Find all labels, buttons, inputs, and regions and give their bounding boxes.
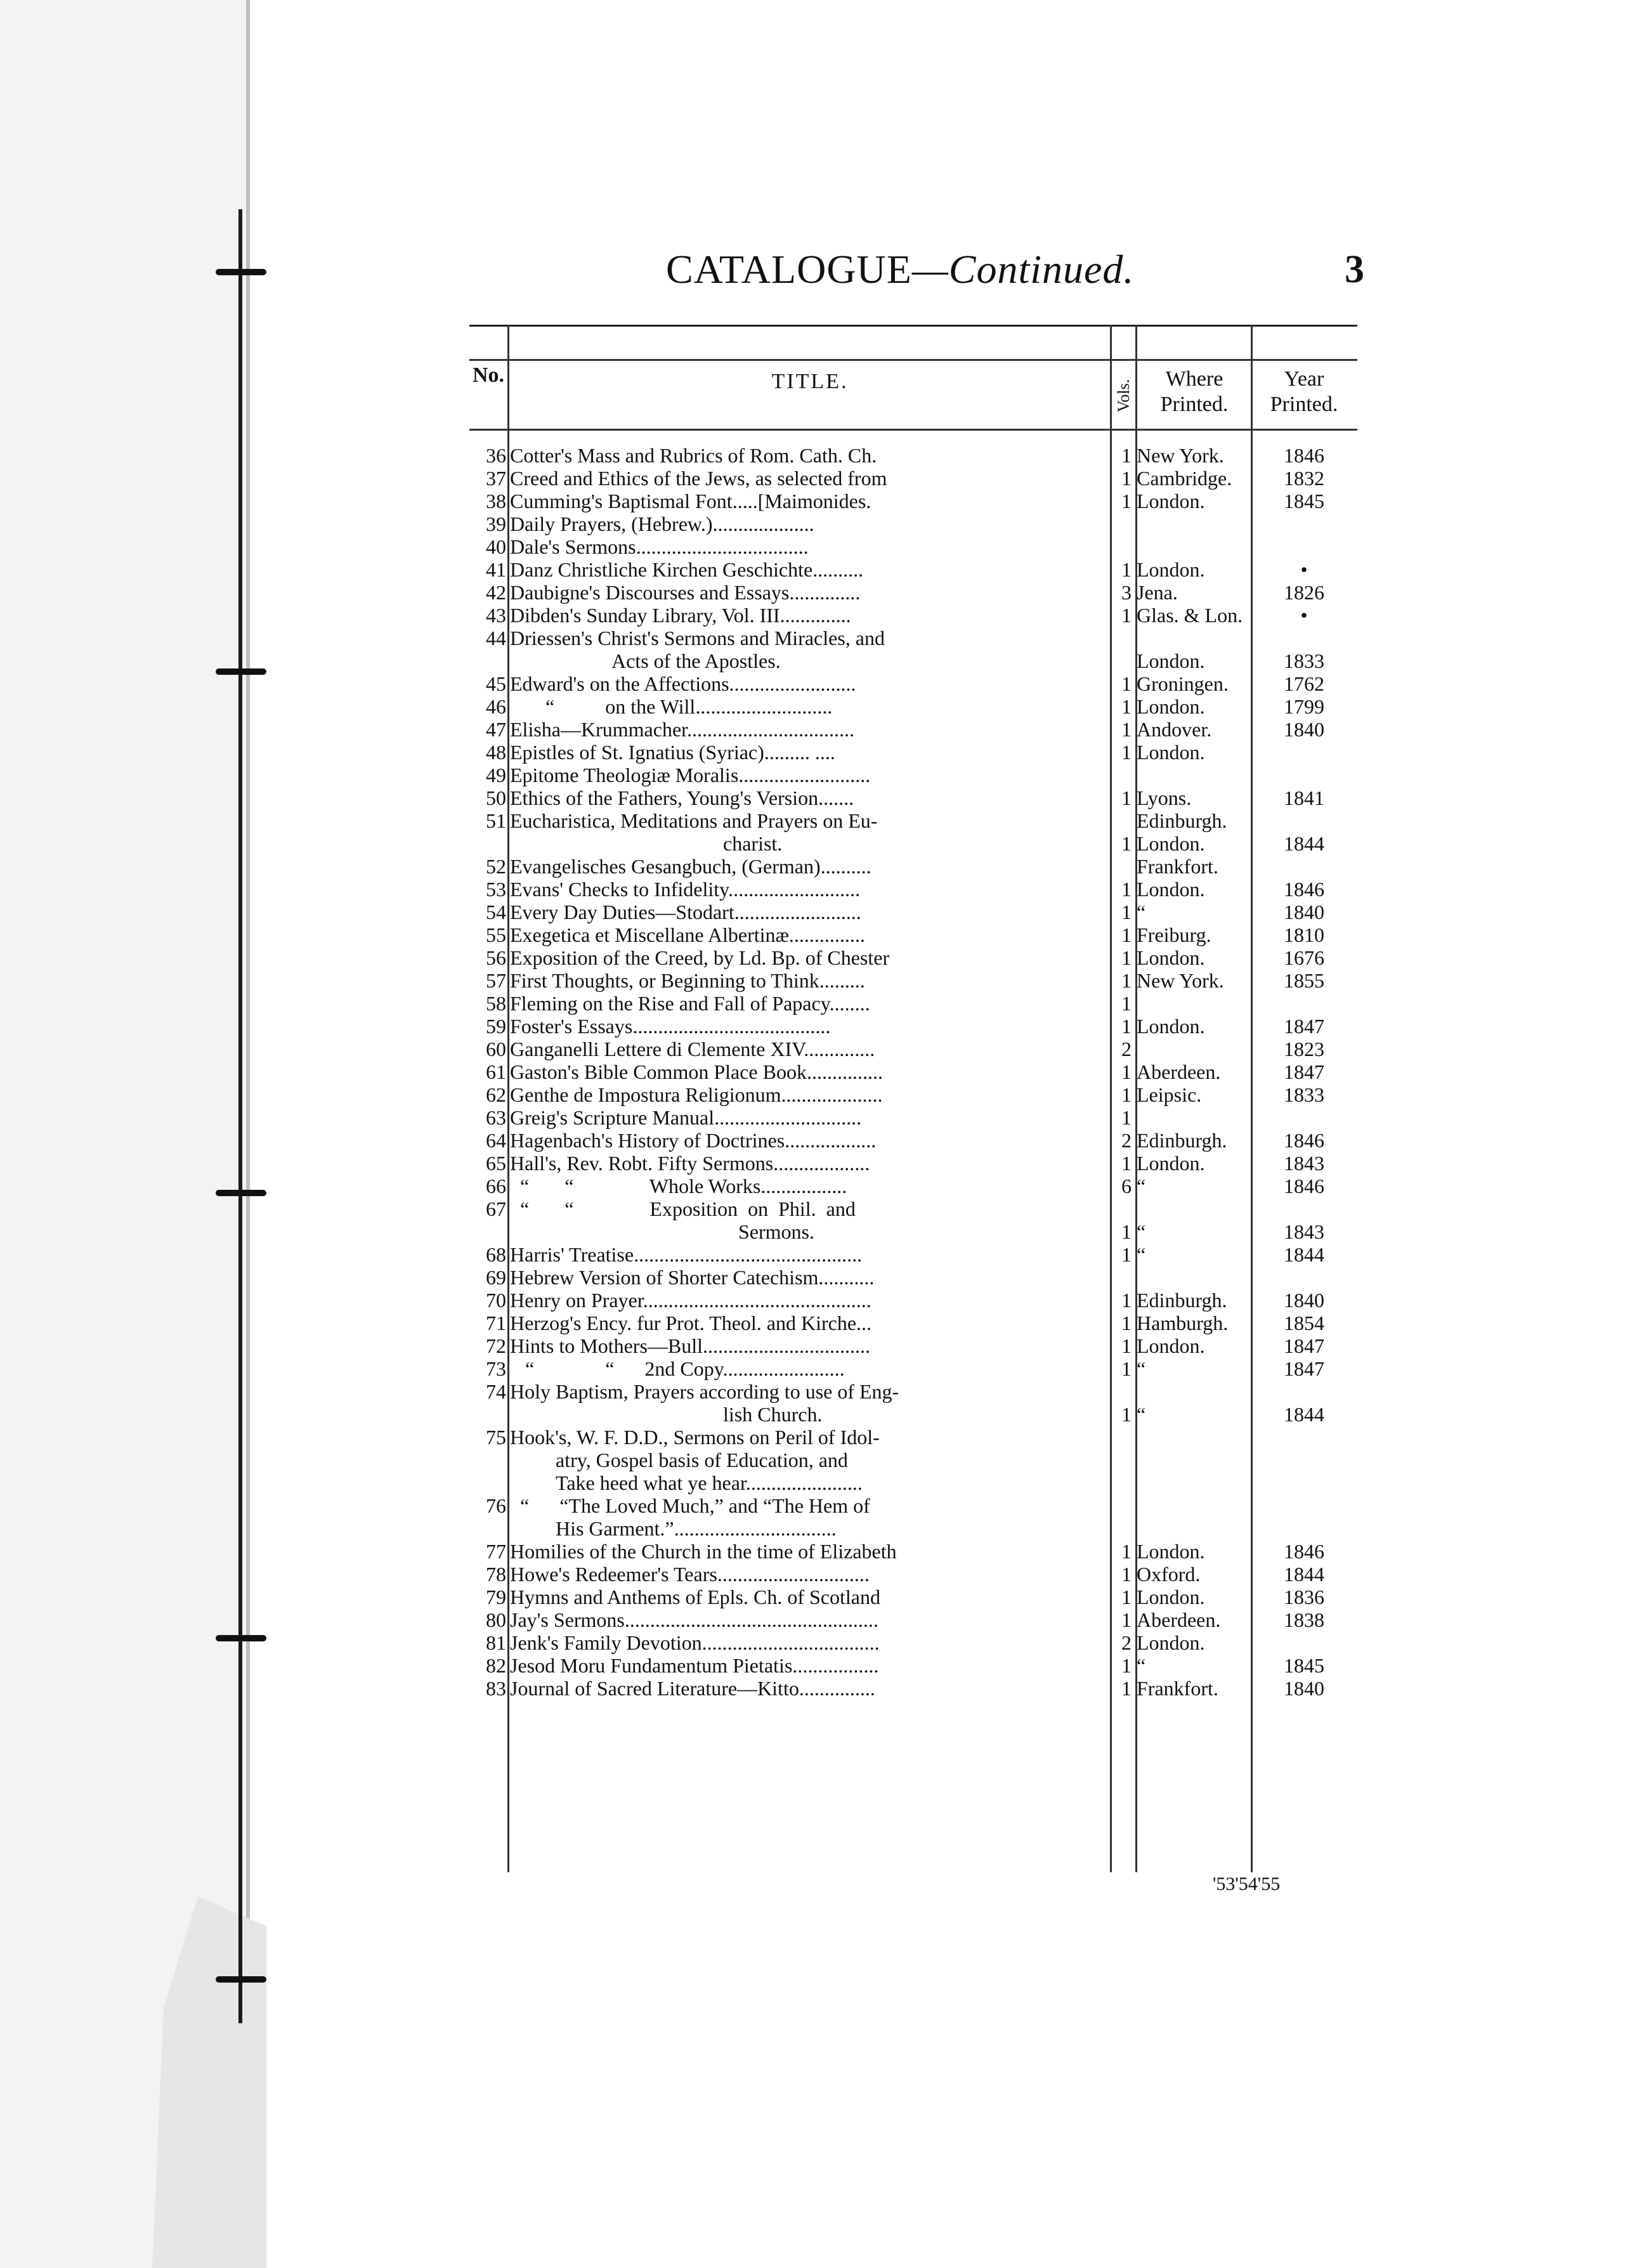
entry-year: 1833 bbox=[1284, 649, 1324, 672]
entry-title: Jenk's Family Devotion................................... bbox=[510, 1631, 880, 1654]
entry-number: 75 bbox=[486, 1426, 506, 1449]
table-row bbox=[469, 901, 1357, 923]
entry-vols: 1 bbox=[1121, 1312, 1132, 1334]
entry-vols: 6 bbox=[1121, 1175, 1132, 1197]
binding-stitch bbox=[216, 668, 266, 675]
entry-number: 47 bbox=[486, 718, 506, 741]
entry-title: Ethics of the Fathers, Young's Version....... bbox=[510, 786, 854, 809]
entry-place: London. bbox=[1137, 558, 1205, 581]
table-row bbox=[469, 764, 1357, 786]
entry-year: 1845 bbox=[1284, 1654, 1324, 1677]
entry-year: 1844 bbox=[1284, 1403, 1324, 1426]
entry-title: Genthe de Impostura Religionum.................... bbox=[510, 1083, 883, 1106]
entry-vols: 1 bbox=[1121, 992, 1132, 1015]
table-row bbox=[469, 672, 1357, 695]
entry-title: Epitome Theologiæ Moralis.......................... bbox=[510, 764, 871, 786]
table-row bbox=[469, 969, 1357, 992]
entry-vols: 1 bbox=[1121, 1220, 1132, 1243]
entry-vols: 1 bbox=[1121, 558, 1132, 581]
entry-number: 77 bbox=[486, 1540, 506, 1563]
entry-place: Leipsic. bbox=[1137, 1083, 1202, 1106]
table-row bbox=[469, 1494, 1357, 1540]
entry-vols: 1 bbox=[1121, 1334, 1132, 1357]
table-row bbox=[469, 604, 1357, 627]
entry-year: 1846 bbox=[1284, 1540, 1324, 1563]
table-row bbox=[469, 718, 1357, 741]
entry-year: 1844 bbox=[1284, 1563, 1324, 1586]
entry-vols: 2 bbox=[1121, 1038, 1132, 1060]
table-row bbox=[469, 467, 1357, 490]
entry-number: 59 bbox=[486, 1015, 506, 1038]
entry-place: New York. bbox=[1137, 969, 1224, 992]
entry-number: 36 bbox=[486, 444, 506, 467]
entry-title: Creed and Ethics of the Jews, as selected from bbox=[510, 467, 887, 490]
entry-place: Edinburgh. London. bbox=[1137, 809, 1227, 855]
entry-vols: 1 bbox=[1121, 718, 1132, 741]
entry-number: 58 bbox=[486, 992, 506, 1015]
entry-year: 1833 bbox=[1284, 1083, 1324, 1106]
entry-year: 1847 bbox=[1284, 1357, 1324, 1380]
table-row bbox=[469, 490, 1357, 512]
entry-number: 61 bbox=[486, 1060, 506, 1083]
entry-vols: 1 bbox=[1121, 672, 1132, 695]
entry-title: “ on the Will........................... bbox=[510, 695, 833, 718]
entry-year: 1846 bbox=[1284, 444, 1324, 467]
entry-vols: 1 bbox=[1121, 832, 1132, 855]
entry-vols: 1 bbox=[1121, 1083, 1132, 1106]
entry-year: • bbox=[1300, 558, 1308, 581]
entry-number: 56 bbox=[486, 946, 506, 969]
entry-title: “ “ 2nd Copy........................ bbox=[510, 1357, 845, 1380]
entry-vols: 1 bbox=[1121, 878, 1132, 901]
entry-number: 53 bbox=[486, 878, 506, 901]
entry-vols: 1 bbox=[1121, 1106, 1132, 1129]
entry-number: 41 bbox=[486, 558, 506, 581]
entry-vols: 1 bbox=[1121, 1403, 1132, 1426]
entry-title: Herzog's Ency. fur Prot. Theol. and Kirche... bbox=[510, 1312, 872, 1334]
entry-vols: 1 bbox=[1121, 1015, 1132, 1038]
entry-year: 1836 bbox=[1284, 1586, 1324, 1608]
entry-vols: 1 bbox=[1121, 467, 1132, 490]
table-row bbox=[469, 627, 1357, 672]
entry-number: 66 bbox=[486, 1175, 506, 1197]
entry-place: “ bbox=[1137, 1243, 1146, 1266]
entry-number: 68 bbox=[486, 1243, 506, 1266]
entry-vols: 1 bbox=[1121, 1586, 1132, 1608]
entry-number: 82 bbox=[486, 1654, 506, 1677]
entry-title: Foster's Essays....................................... bbox=[510, 1015, 831, 1038]
entry-number: 65 bbox=[486, 1152, 506, 1175]
column-header-where: Where Printed. bbox=[1160, 367, 1229, 416]
entry-number: 63 bbox=[486, 1106, 506, 1129]
table-row bbox=[469, 741, 1357, 764]
column-header-no: No. bbox=[472, 363, 505, 387]
table-row bbox=[469, 1426, 1357, 1494]
table-row bbox=[469, 535, 1357, 558]
entry-title: Cotter's Mass and Rubrics of Rom. Cath. Ch. bbox=[510, 444, 877, 467]
entry-place: Oxford. bbox=[1137, 1563, 1201, 1586]
entry-vols: 1 bbox=[1121, 1060, 1132, 1083]
entry-place: London. bbox=[1137, 1631, 1205, 1654]
entry-title: “ “The Loved Much,” and “The Hem of His Garment.”................................ bbox=[520, 1494, 870, 1540]
entry-place: Cambridge. bbox=[1137, 467, 1232, 490]
entry-number: 42 bbox=[486, 581, 506, 604]
entry-number: 50 bbox=[486, 786, 506, 809]
table-row bbox=[469, 1015, 1357, 1038]
table-row bbox=[469, 809, 1357, 855]
entry-year: 1846 bbox=[1284, 1175, 1324, 1197]
catalogue-rows bbox=[469, 444, 1357, 1700]
entry-place: Glas. & Lon. bbox=[1137, 604, 1243, 627]
entry-title: Elisha—Krummacher................................. bbox=[510, 718, 855, 741]
continued-label: —Continued. bbox=[911, 247, 1135, 292]
entry-place: London. bbox=[1137, 878, 1205, 901]
entry-year: 1840 bbox=[1284, 1677, 1324, 1700]
entry-place: Hamburgh. bbox=[1137, 1312, 1229, 1334]
entry-vols: 1 bbox=[1121, 1654, 1132, 1677]
entry-title: Journal of Sacred Literature—Kitto............... bbox=[510, 1677, 875, 1700]
catalogue-heading: CATALOGUE bbox=[666, 247, 912, 292]
footnote-years: '53'54'55 bbox=[1213, 1874, 1281, 1894]
entry-vols: 1 bbox=[1121, 946, 1132, 969]
entry-vols: 1 bbox=[1121, 786, 1132, 809]
entry-vols: 1 bbox=[1121, 1152, 1132, 1175]
entry-number: 51 bbox=[486, 809, 506, 832]
entry-title: Every Day Duties—Stodart......................... bbox=[510, 901, 861, 923]
entry-place: “ bbox=[1137, 1403, 1146, 1426]
column-header-title: TITLE. bbox=[771, 370, 849, 393]
entry-year: 1762 bbox=[1284, 672, 1324, 695]
table-row bbox=[469, 878, 1357, 901]
table-row bbox=[469, 695, 1357, 718]
entry-title: Holy Baptism, Prayers according to use of Eng- lish Church. bbox=[510, 1380, 899, 1426]
catalogue-table bbox=[469, 325, 1357, 1872]
entry-number: 45 bbox=[486, 672, 506, 695]
entry-year: 1840 bbox=[1284, 1289, 1324, 1312]
entry-vols: 1 bbox=[1121, 901, 1132, 923]
table-row bbox=[469, 1266, 1357, 1289]
entry-number: 54 bbox=[486, 901, 506, 923]
entry-number: 48 bbox=[486, 741, 506, 764]
entry-year: 1844 bbox=[1284, 1243, 1324, 1266]
entry-vols: 1 bbox=[1121, 1540, 1132, 1563]
entry-vols: 1 bbox=[1121, 741, 1132, 764]
entry-year: 1676 bbox=[1284, 946, 1324, 969]
entry-year: 1832 bbox=[1284, 467, 1324, 490]
table-row bbox=[469, 1038, 1357, 1060]
entry-year: 1843 bbox=[1284, 1220, 1324, 1243]
entry-place: London. bbox=[1137, 1015, 1205, 1038]
entry-title: Dale's Sermons.................................. bbox=[510, 535, 809, 558]
entry-place: Edinburgh. bbox=[1137, 1129, 1227, 1152]
entry-number: 55 bbox=[486, 923, 506, 946]
entry-number: 38 bbox=[486, 490, 506, 512]
entry-title: Daily Prayers, (Hebrew.).................... bbox=[510, 512, 814, 535]
table-row bbox=[469, 1677, 1357, 1700]
entry-place: Freiburg. bbox=[1137, 923, 1211, 946]
column-header-year: Year Printed. bbox=[1270, 367, 1338, 416]
entry-vols: 1 bbox=[1121, 444, 1132, 467]
table-row bbox=[469, 1152, 1357, 1175]
table-row bbox=[469, 1380, 1357, 1426]
entry-vols: 1 bbox=[1121, 923, 1132, 946]
table-row bbox=[469, 1563, 1357, 1586]
binding-spine bbox=[238, 209, 242, 2023]
entry-place: Groningen. bbox=[1137, 672, 1229, 695]
entry-number: 60 bbox=[486, 1038, 506, 1060]
entry-title: Epistles of St. Ignatius (Syriac)......... .... bbox=[510, 741, 835, 764]
entry-number: 67 bbox=[486, 1197, 506, 1220]
column-header-vols: Vols. bbox=[1114, 379, 1133, 413]
entry-title: Exposition of the Creed, by Ld. Bp. of Chester bbox=[510, 946, 890, 969]
entry-title: First Thoughts, or Beginning to Think......... bbox=[510, 969, 865, 992]
entry-place: “ bbox=[1137, 1220, 1146, 1243]
entry-year: 1843 bbox=[1284, 1152, 1324, 1175]
entry-place: London. bbox=[1137, 1152, 1205, 1175]
entry-title: Harris' Treatise............................................. bbox=[510, 1243, 863, 1266]
table-row bbox=[469, 1586, 1357, 1608]
entry-title: Daubigne's Discourses and Essays.............. bbox=[510, 581, 861, 604]
binding-stitch bbox=[216, 1635, 266, 1641]
entry-year: 1847 bbox=[1284, 1334, 1324, 1357]
table-row bbox=[469, 786, 1357, 809]
entry-year: 1854 bbox=[1284, 1312, 1324, 1334]
entry-title: Homilies of the Church in the time of Elizabeth bbox=[510, 1540, 897, 1563]
entry-vols: 1 bbox=[1121, 1289, 1132, 1312]
entry-number: 69 bbox=[486, 1266, 506, 1289]
entry-number: 79 bbox=[486, 1586, 506, 1608]
entry-number: 72 bbox=[486, 1334, 506, 1357]
entry-year: 1847 bbox=[1284, 1015, 1324, 1038]
table-row bbox=[469, 946, 1357, 969]
entry-place: London. bbox=[1137, 490, 1205, 512]
entry-title: Dibden's Sunday Library, Vol. III.............. bbox=[510, 604, 851, 627]
table-row bbox=[469, 1197, 1357, 1243]
table-row bbox=[469, 581, 1357, 604]
table-row bbox=[469, 1129, 1357, 1152]
entry-number: 73 bbox=[486, 1357, 506, 1380]
table-row bbox=[469, 1083, 1357, 1106]
entry-place: Frankfort. bbox=[1137, 855, 1218, 878]
catalogue-title bbox=[666, 246, 1134, 293]
entry-title: Jesod Moru Fundamentum Pietatis................. bbox=[510, 1654, 879, 1677]
entry-vols: 1 bbox=[1121, 969, 1132, 992]
entry-title: Hymns and Anthems of Epls. Ch. of Scotland bbox=[510, 1586, 880, 1608]
entry-year: 1840 bbox=[1284, 718, 1324, 741]
entry-place: London. bbox=[1137, 695, 1205, 718]
entry-year: 1799 bbox=[1284, 695, 1324, 718]
table-row bbox=[469, 855, 1357, 878]
entry-vols: 1 bbox=[1121, 604, 1132, 627]
entry-title: Hook's, W. F. D.D., Sermons on Peril of Idol- atry, Gospel basis of Education, and Take heed what ye hear....................... bbox=[510, 1426, 880, 1494]
entry-place: London. bbox=[1137, 741, 1205, 764]
binding-stitch bbox=[216, 1976, 266, 1983]
entry-place: “ bbox=[1137, 1654, 1146, 1677]
entry-place: “ bbox=[1137, 1357, 1146, 1380]
entry-year: 1826 bbox=[1284, 581, 1324, 604]
entry-title: Hall's, Rev. Robt. Fifty Sermons................... bbox=[510, 1152, 870, 1175]
entry-number: 37 bbox=[486, 467, 506, 490]
entry-title: Hagenbach's History of Doctrines.................. bbox=[510, 1129, 877, 1152]
entry-year: 1855 bbox=[1284, 969, 1324, 992]
table-row bbox=[469, 1175, 1357, 1197]
entry-year: 1823 bbox=[1284, 1038, 1324, 1060]
table-row bbox=[469, 1631, 1357, 1654]
table-row bbox=[469, 1060, 1357, 1083]
table-row bbox=[469, 1289, 1357, 1312]
entry-place: Aberdeen. bbox=[1137, 1608, 1221, 1631]
table-row bbox=[469, 1654, 1357, 1677]
entry-place: “ bbox=[1137, 1175, 1146, 1197]
entry-number: 46 bbox=[486, 695, 506, 718]
entry-title: Driessen's Christ's Sermons and Miracles, and Acts of the Apostles. bbox=[510, 627, 885, 672]
entry-place: Frankfort. bbox=[1137, 1677, 1218, 1700]
entry-vols: 2 bbox=[1121, 1129, 1132, 1152]
entry-number: 57 bbox=[486, 969, 506, 992]
entry-year: 1841 bbox=[1284, 786, 1324, 809]
entry-year: • bbox=[1300, 604, 1308, 627]
entry-year: 1845 bbox=[1284, 490, 1324, 512]
entry-number: 83 bbox=[486, 1677, 506, 1700]
table-row bbox=[469, 1540, 1357, 1563]
entry-title: Gaston's Bible Common Place Book............... bbox=[510, 1060, 883, 1083]
entry-number: 44 bbox=[486, 627, 506, 649]
header-bottom-rule bbox=[469, 429, 1357, 431]
entry-number: 74 bbox=[486, 1380, 506, 1403]
entry-number: 71 bbox=[486, 1312, 506, 1334]
entry-title: Henry on Prayer............................................. bbox=[510, 1289, 871, 1312]
entry-number: 52 bbox=[486, 855, 506, 878]
entry-place: Lyons. bbox=[1137, 786, 1192, 809]
entry-year: 1810 bbox=[1284, 923, 1324, 946]
page-number: 3 bbox=[1345, 248, 1364, 291]
page-header bbox=[647, 240, 1395, 310]
entry-year: 1846 bbox=[1284, 1129, 1324, 1152]
entry-place: London. bbox=[1137, 649, 1205, 672]
table-row bbox=[469, 1334, 1357, 1357]
entry-title: Jay's Sermons.................................................. bbox=[510, 1608, 878, 1631]
entry-number: 43 bbox=[486, 604, 506, 627]
entry-vols: 1 bbox=[1121, 1357, 1132, 1380]
entry-vols: 1 bbox=[1121, 695, 1132, 718]
entry-title: Evangelisches Gesangbuch, (German).......... bbox=[510, 855, 871, 878]
entry-place: Aberdeen. bbox=[1137, 1060, 1221, 1083]
entry-title: Fleming on the Rise and Fall of Papacy........ bbox=[510, 992, 870, 1015]
entry-place: London. bbox=[1137, 1334, 1205, 1357]
header-top-rule bbox=[469, 359, 1357, 361]
table-row bbox=[469, 1243, 1357, 1266]
entry-number: 78 bbox=[486, 1563, 506, 1586]
entry-number: 39 bbox=[486, 512, 506, 535]
table-row bbox=[469, 1608, 1357, 1631]
entry-number: 62 bbox=[486, 1083, 506, 1106]
table-row bbox=[469, 1312, 1357, 1334]
entry-number: 64 bbox=[486, 1129, 506, 1152]
entry-vols: 2 bbox=[1121, 1631, 1132, 1654]
entry-place: Edinburgh. bbox=[1137, 1289, 1227, 1312]
entry-title: Eucharistica, Meditations and Prayers on Eu- charist. bbox=[510, 809, 878, 855]
entry-number: 80 bbox=[486, 1608, 506, 1631]
entry-year: 1846 bbox=[1284, 878, 1324, 901]
entry-title: Hints to Mothers—Bull................................. bbox=[510, 1334, 871, 1357]
entry-title: Cumming's Baptismal Font.....[Maimonides. bbox=[510, 490, 871, 512]
entry-title: Exegetica et Miscellane Albertinæ............... bbox=[510, 923, 865, 946]
entry-title: Danz Christliche Kirchen Geschichte.......... bbox=[510, 558, 864, 581]
entry-title: Evans' Checks to Infidelity.......................... bbox=[510, 878, 861, 901]
table-row bbox=[469, 1106, 1357, 1129]
entry-title: Greig's Scripture Manual............................. bbox=[510, 1106, 862, 1129]
entry-place: Andover. bbox=[1137, 718, 1212, 741]
table-row bbox=[469, 923, 1357, 946]
entry-year: 1840 bbox=[1284, 901, 1324, 923]
entry-vols: 1 bbox=[1121, 490, 1132, 512]
entry-number: 76 bbox=[486, 1494, 506, 1517]
table-row bbox=[469, 1357, 1357, 1380]
entry-vols: 1 bbox=[1121, 1608, 1132, 1631]
entry-number: 40 bbox=[486, 535, 506, 558]
entry-title: Howe's Redeemer's Tears.............................. bbox=[510, 1563, 870, 1586]
entry-title: Hebrew Version of Shorter Catechism........... bbox=[510, 1266, 875, 1289]
entry-vols: 3 bbox=[1121, 581, 1132, 604]
binding-stitch bbox=[216, 1190, 266, 1196]
entry-year: 1844 bbox=[1284, 832, 1324, 855]
top-rule bbox=[469, 325, 1357, 327]
table-row bbox=[469, 512, 1357, 535]
entry-number: 81 bbox=[486, 1631, 506, 1654]
entry-vols: 1 bbox=[1121, 1563, 1132, 1586]
table-row bbox=[469, 992, 1357, 1015]
binding-stitch bbox=[216, 269, 266, 275]
entry-place: London. bbox=[1137, 946, 1205, 969]
entry-year: 1847 bbox=[1284, 1060, 1324, 1083]
entry-vols: 1 bbox=[1121, 1677, 1132, 1700]
table-row bbox=[469, 444, 1357, 467]
entry-number: 70 bbox=[486, 1289, 506, 1312]
entry-place: New York. bbox=[1137, 444, 1224, 467]
entry-place: London. bbox=[1137, 1540, 1205, 1563]
entry-title: Ganganelli Lettere di Clemente XIV.............. bbox=[510, 1038, 875, 1060]
entry-title: “ “ Whole Works................. bbox=[510, 1175, 847, 1197]
entry-year: 1838 bbox=[1284, 1608, 1324, 1631]
entry-title: Edward's on the Affections......................... bbox=[510, 672, 856, 695]
entry-place: “ bbox=[1137, 901, 1146, 923]
entry-place: Jena. bbox=[1137, 581, 1178, 604]
entry-vols: 1 bbox=[1121, 1243, 1132, 1266]
entry-place: London. bbox=[1137, 1586, 1205, 1608]
entry-number: 49 bbox=[486, 764, 506, 786]
entry-title: “ “ Exposition on Phil. and Sermons. bbox=[520, 1197, 856, 1243]
table-row bbox=[469, 558, 1357, 581]
